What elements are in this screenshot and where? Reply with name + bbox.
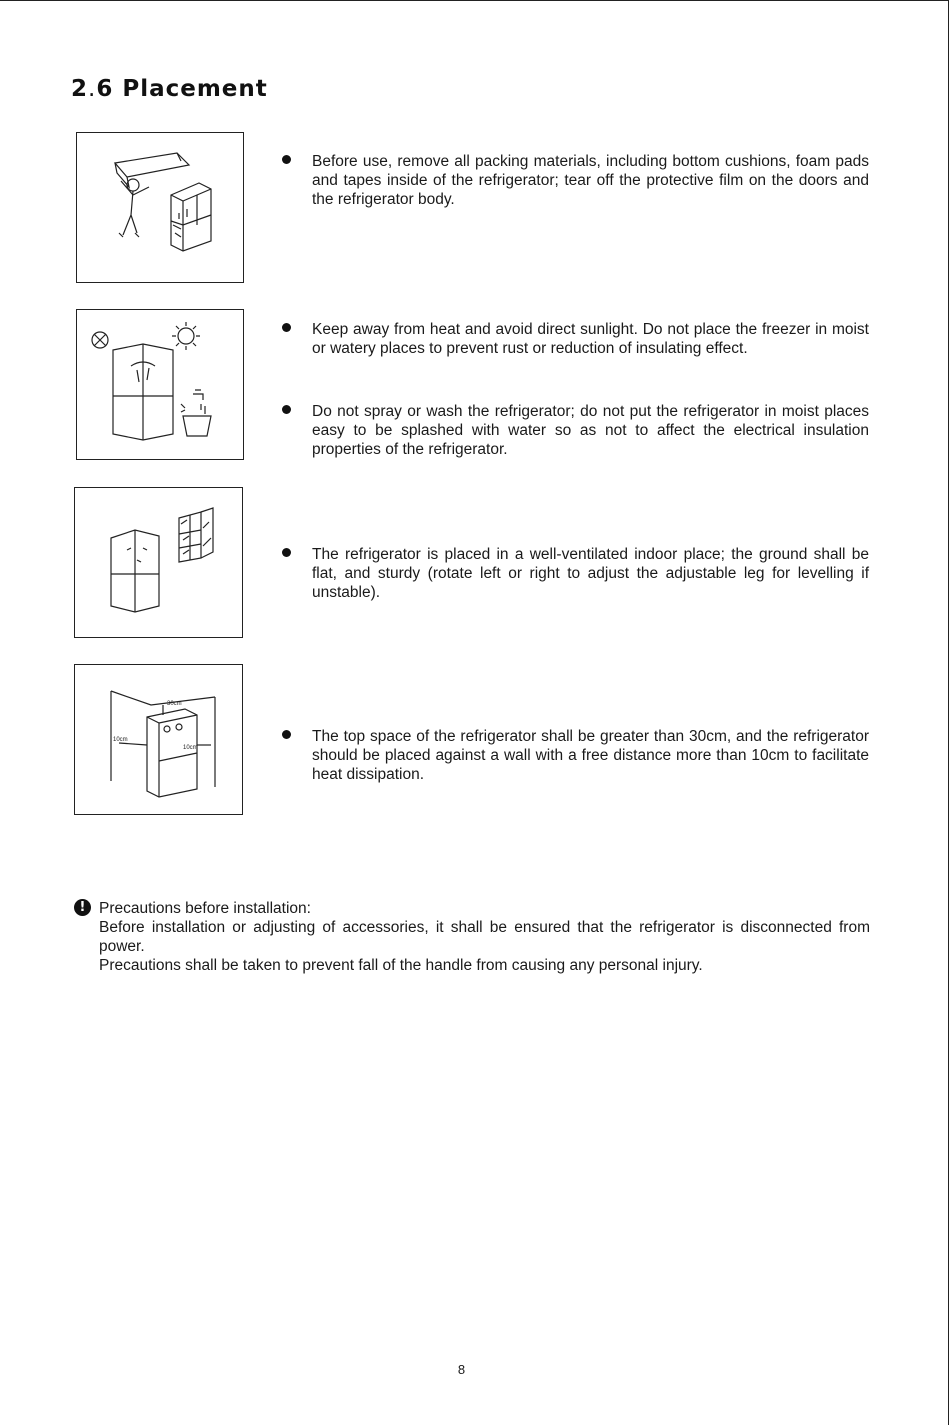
- precaution-title: Precautions before installation:: [99, 900, 311, 917]
- bullet-marker: [282, 405, 291, 414]
- section-title-text: 6 Placement: [96, 76, 268, 102]
- bullet-text: The top space of the refrigerator shall be greater than 30cm, and the refrigerator should be placed against a wall with a free distance more than 10cm to facilitate heat dissipation.: [312, 728, 869, 783]
- precaution-line-1: Before installation or adjusting of accessories, it shall be ensured that the refrigerator is disconnected from power.: [99, 919, 870, 955]
- page-number: 8: [457, 1362, 466, 1377]
- bullet-text: Before use, remove all packing materials, including bottom cushions, foam pads and tapes inside of the refrigerator; tear off the protective film on the doors and the refrigerator body.: [312, 153, 869, 208]
- exclamation-icon: !: [74, 899, 91, 916]
- page-border-right: [948, 0, 949, 1425]
- bullet-marker: [282, 323, 291, 332]
- left-clearance-label: 10cm: [113, 737, 128, 743]
- bullet-text: Do not spray or wash the refrigerator; do not put the refrigerator in moist places easy to be splashed with water so as not to affect the electrical insulation properties of the refrigerator.: [312, 403, 869, 458]
- bullet-marker: [282, 155, 291, 164]
- section-dot: .: [88, 76, 97, 102]
- bullet-marker: [282, 548, 291, 557]
- precaution-line-2: Precautions shall be taken to prevent fall of the handle from causing any personal injury.: [99, 957, 703, 974]
- right-clearance-label: 10cm: [183, 745, 198, 751]
- section-number: 2: [71, 76, 89, 102]
- clearance-illustration: [74, 664, 243, 815]
- bullet-text: The refrigerator is placed in a well-ventilated indoor place; the ground shall be flat, and sturdy (rotate left or right to adjust the adjustable leg for levelling if unstable).: [312, 546, 869, 601]
- top-clearance-label: 30cm: [167, 701, 182, 707]
- bullet-marker: [282, 730, 291, 739]
- page-border-top: [0, 0, 948, 1]
- unpacking-illustration: [76, 132, 244, 283]
- bullet-text: Keep away from heat and avoid direct sunlight. Do not place the freezer in moist or watery places to prevent rust or reduction of insulating effect.: [312, 321, 869, 357]
- section-title: [71, 76, 268, 102]
- ventilation-illustration: [74, 487, 243, 638]
- heat-water-illustration: [76, 309, 244, 460]
